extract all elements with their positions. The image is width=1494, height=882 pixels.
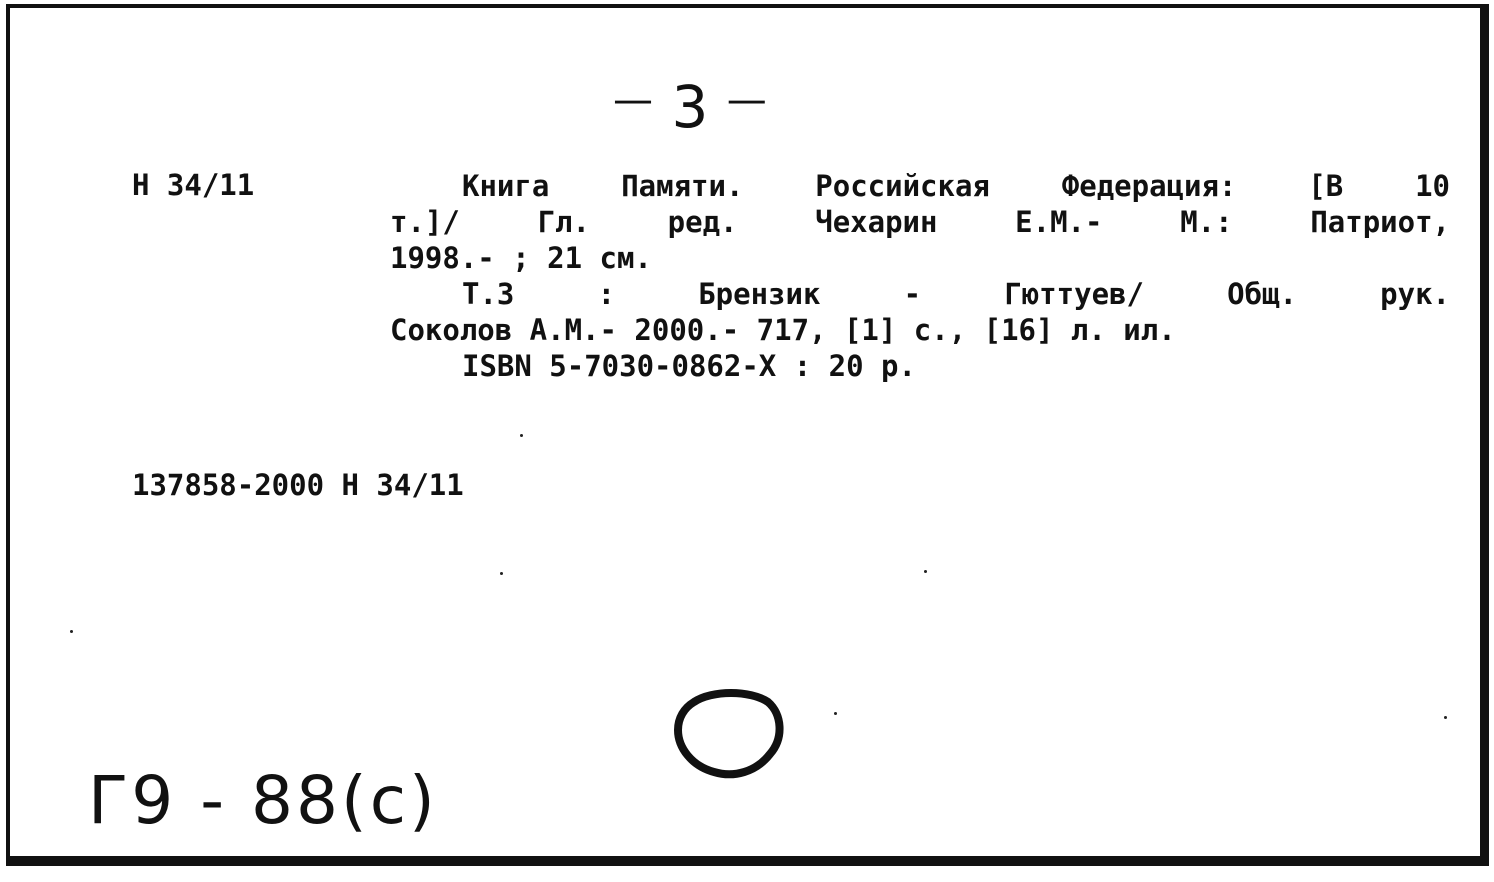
scan-speck xyxy=(834,712,837,715)
page-number-value: 3 xyxy=(671,73,709,141)
entry-line: Книга Памяти. Российская Федерация: [В 10 xyxy=(462,169,1450,203)
entry-line: 1998.- ; 21 см. xyxy=(390,241,652,275)
bibliographic-entry xyxy=(390,168,1450,384)
hand-drawn-circle-mark xyxy=(672,688,788,784)
handwritten-shelf-mark: Г9 - 88(с) xyxy=(88,762,438,839)
accession-number: 137858-2000 Н 34/11 xyxy=(132,468,464,502)
volume-line: Т.3 : Брензик - Гюттуев/ Общ. рук. xyxy=(462,277,1450,311)
scan-speck xyxy=(924,570,927,573)
entry-line: т.]/ Гл. ред. Чехарин Е.М.- М.: Патриот, xyxy=(390,205,1450,239)
scan-speck xyxy=(1444,716,1447,719)
call-number: Н 34/11 xyxy=(132,168,255,202)
scan-speck xyxy=(70,630,73,633)
page-number xyxy=(613,73,767,141)
dash-right: — xyxy=(726,77,767,123)
scan-speck xyxy=(520,434,523,437)
volume-line: Соколов А.М.- 2000.- 717, [1] с., [16] л. ил. xyxy=(390,313,1176,347)
scan-speck xyxy=(500,572,503,575)
dash-left: — xyxy=(613,77,653,123)
isbn-line: ISBN 5-7030-0862-X : 20 р. xyxy=(462,349,916,383)
